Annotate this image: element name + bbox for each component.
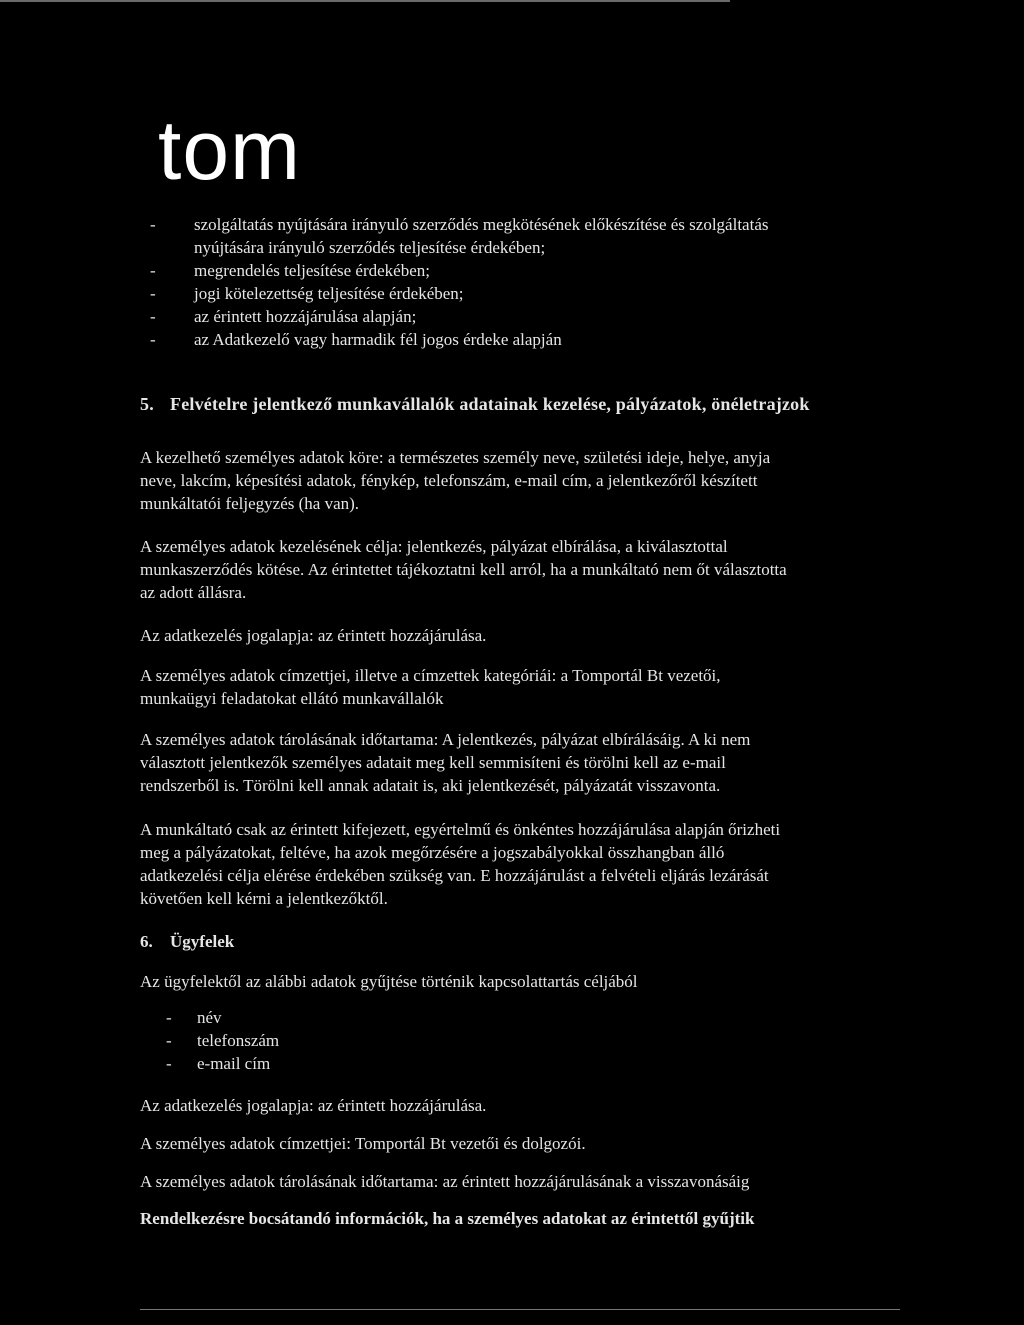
footer-rule	[140, 1309, 900, 1310]
section-6-paragraph-3: A személyes adatok tárolásának időtartama: az érintett hozzájárulásának a visszavonásáig	[140, 1172, 750, 1191]
list-item: - e-mail cím	[166, 1054, 271, 1073]
list-item: - az érintett hozzájárulása alapján;	[150, 307, 417, 326]
section-5-paragraph-6: A munkáltató csak az érintett kifejezett, egyértelmű és önkéntes hozzájárulása alapján őrizheti meg a pályázatokat, feltéve, ha azok megőrzésére a jogszabályokkal összhangban álló adatkezelési célja elérése érdekében szükség van. E hozzájárulást a felvételi eljárás lezárását követően kell kérni a jelentkezőktől.	[140, 820, 781, 908]
list-item: - telefonszám	[166, 1031, 280, 1050]
section-5-paragraph-3: Az adatkezelés jogalapja: az érintett hozzájárulása.	[140, 626, 487, 645]
section-6-intro: Az ügyfelektől az alábbi adatok gyűjtése történik kapcsolattartás céljából	[140, 972, 638, 991]
list-item: - név	[166, 1008, 222, 1027]
section-6-data-list	[166, 1006, 279, 1075]
section-5-paragraph-2: A személyes adatok kezelésének célja: jelentkezés, pályázat elbírálása, a kiválasztottal munkaszerződés kötése. Az érintettet tájékoztatni kell arról, ha a munkáltató nem őt választotta az adott állásra.	[140, 537, 787, 602]
section-6-paragraph-1: Az adatkezelés jogalapja: az érintett hozzájárulása.	[140, 1096, 487, 1115]
section-5-paragraph-4: A személyes adatok címzettjei, illetve a címzettek kategóriái: a Tomportál Bt vezetői, munkaügyi feladatokat ellátó munkavállalók	[140, 666, 721, 708]
list-item: - jogi kötelezettség teljesítése érdekében;	[150, 284, 464, 303]
section-6-heading: 6. Ügyfelek	[140, 932, 235, 951]
final-heading: Rendelkezésre bocsátandó információk, ha a személyes adatokat az érintettől gyűjtik	[140, 1209, 755, 1228]
company-logo: tom	[158, 103, 302, 197]
top-rule	[0, 0, 730, 2]
list-item: - szolgáltatás nyújtására irányuló szerződés megkötésének előkészítése és szolgáltatás	[150, 215, 769, 234]
intro-bullet-list	[150, 213, 870, 351]
section-5-heading: 5. Felvételre jelentkező munkavállalók adatainak kezelése, pályázatok, önéletrajzok	[140, 394, 810, 414]
section-6-paragraph-2: A személyes adatok címzettjei: Tomportál Bt vezetői és dolgozói.	[140, 1134, 586, 1153]
list-item: - megrendelés teljesítése érdekében;	[150, 261, 430, 280]
list-item: - az Adatkezelő vagy harmadik fél jogos érdeke alapján	[150, 330, 562, 349]
list-item-continuation: nyújtására irányuló szerződés teljesítése érdekében;	[194, 238, 546, 257]
section-5-paragraph-1: A kezelhető személyes adatok köre: a természetes személy neve, születési ideje, helye, anyja neve, lakcím, képesítési adatok, fénykép, telefonszám, e-mail cím, a jelentkezőről készített munkáltatói feljegyzés (ha van).	[140, 448, 771, 513]
section-5-paragraph-5: A személyes adatok tárolásának időtartama: A jelentkezés, pályázat elbírálásáig. A ki nem választott jelentkezők személyes adatait meg kell semmisíteni és törölni kell az e-mail rendszerből is. Törölni kell annak adatait is, aki jelentkezését, pályázatát visszavonta.	[140, 730, 751, 795]
